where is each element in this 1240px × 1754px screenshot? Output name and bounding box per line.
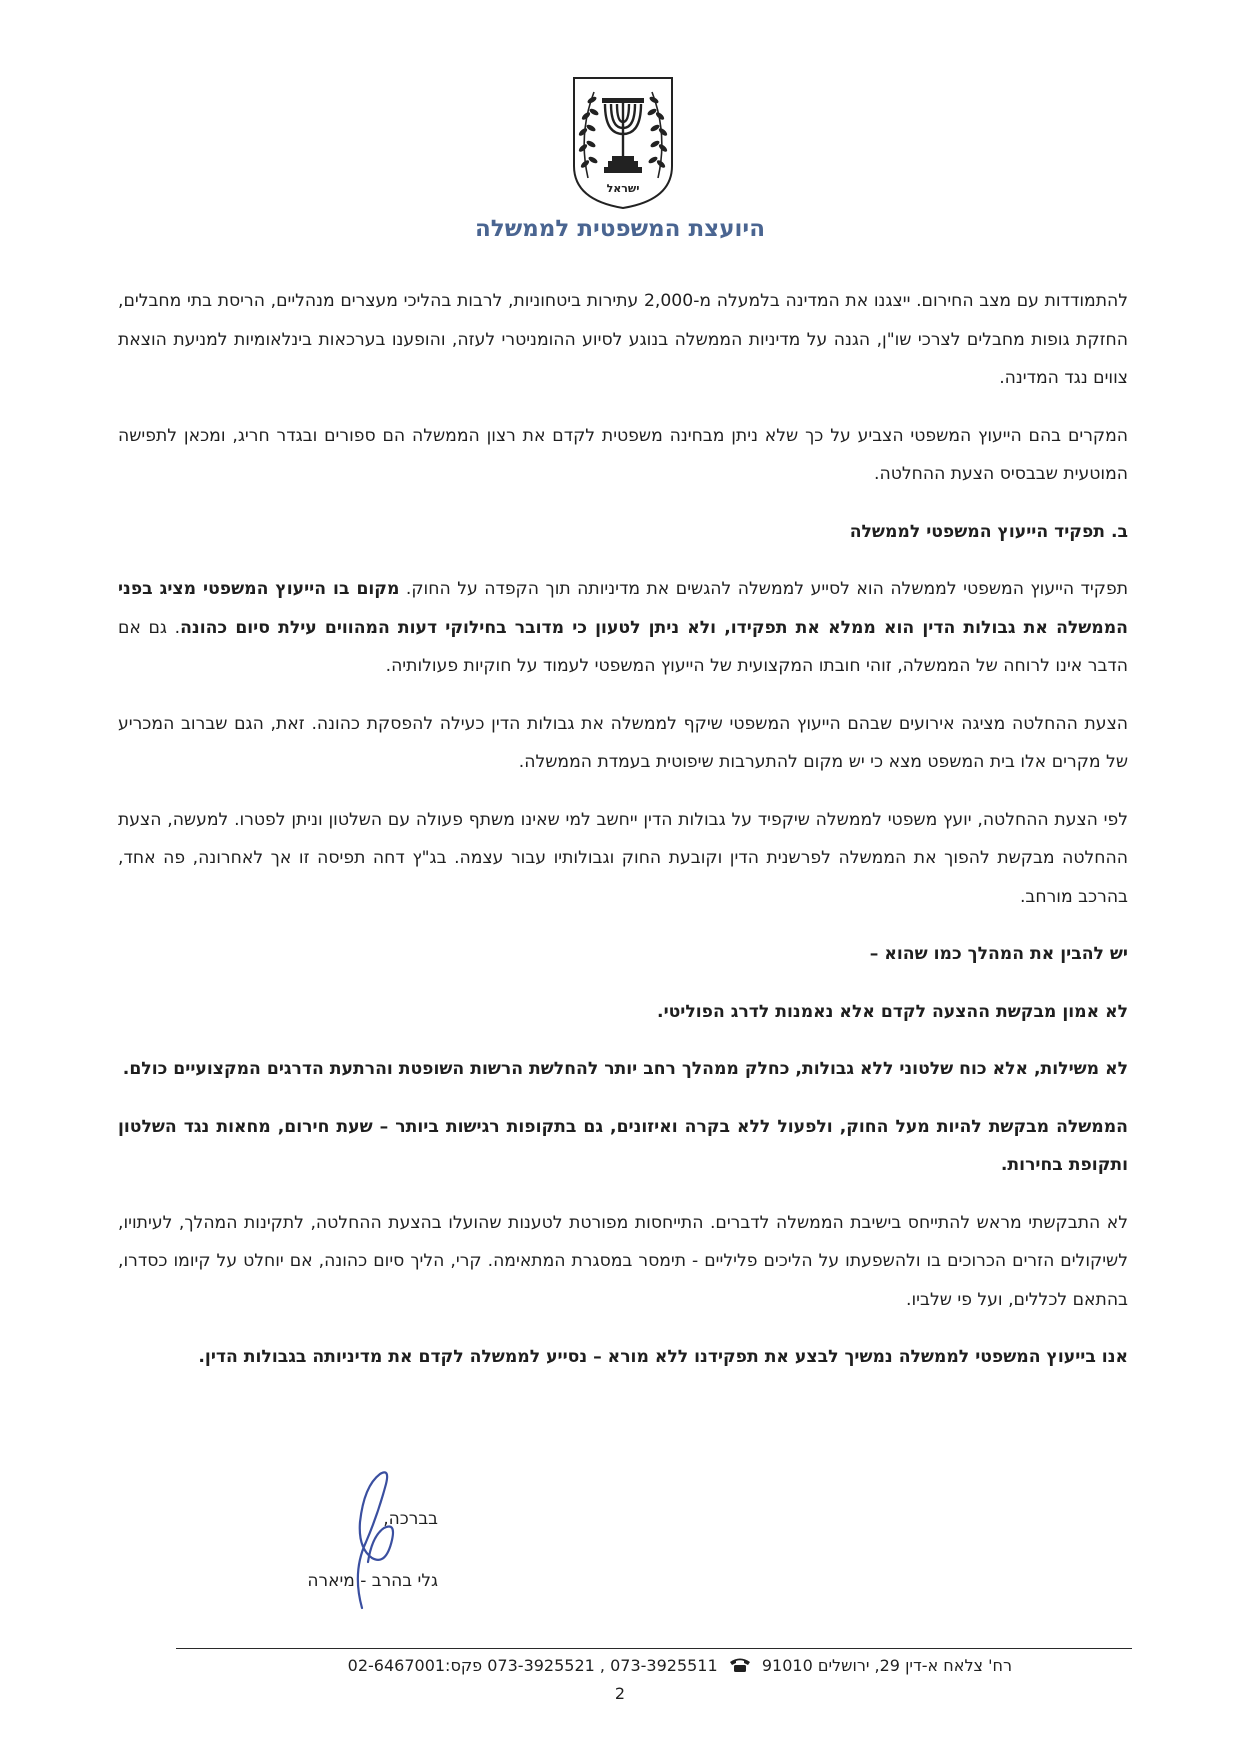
emblem-of-israel-icon [568,74,678,212]
emblem-caption: ישראל [606,182,640,195]
paragraph-1: להתמודדות עם מצב החירום. ייצגנו את המדינה בלמעלה מ-2,000 עתירות ביטחוניות, לרבות בהליכי מעצרים מנהליים, הריסת בתי מחבלים, החזקת גופות מחבלים לצרכי שו"ן, הגנה על מדיניות הממשלה בנוגע לסיוע ההומניטרי לעזה, והופענו בערכאות בינלאומיות למניעת הוצאת צווים נגד המדינה. [118,291,1128,388]
paragraph-3-bold: מקום בו הייעוץ המשפטי מציג בפני הממשלה את גבולות הדין הוא ממלא את תפקידו, ולא ניתן לטעון כי מדובר בחילוקי דעות המהווים עילת סיום כהונה [118,579,1128,638]
paragraph-3-start: תפקיד הייעוץ המשפטי לממשלה הוא לסייע לממשלה להגשים את מדיניותה תוך הקפדה על החוק. [399,579,1128,599]
page-number: 2 [614,1684,626,1703]
footer-phones: 073-3925511 , 073-3925521 פקס:02-6467001 [347,1656,718,1675]
bold-statement-2: לא אמון מבקשת ההצעה לקדם אלא נאמנות לדרג הפוליטי. [657,1001,1128,1022]
org-title: היועצת המשפטית לממשלה [474,216,765,242]
paragraph-3-end: . גם אם הדבר אינו לרוחה של הממשלה, זוהי חובתו המקצועית של הייעוץ המשפטי לעמוד על חוקיות פעולותיה. [118,617,1128,676]
footer-address: רח' צלאח א-דין 29, ירושלים 91010 [761,1656,1012,1675]
bold-statement-1: יש להבין את המהלך כמו שהוא – [869,944,1128,964]
paragraph-5: לפי הצעת ההחלטה, יועץ משפטי לממשלה שיקפיד על גבולות הדין ייחשב למי שאינו משתף פעולה עם השלטון וניתן לפטרו. למעשה, הצעת ההחלטה מבקשת להפוך את הממשלה לפרשנית הדין וקובעת החוק וגבולותיו עבור עצמה. בג"ץ דחה תפיסה זו אך לאחרונה, פה אחד, בהרכב מורחב. [118,809,1128,907]
paragraph-6: לא התבקשתי מראש להתייחס בישיבת הממשלה לדברים. התייחסות מפורטת לטענות שהועלו בהצעת ההחלטה, לתקינות המהלך, לעיתויו, לשיקולים הזרים הכרוכים בו ולהשפעתו על הליכים פליליים - תימסר במסגרת המתאימה. קרי, הליך סיום כהונה, אם יוחלט על קיומו כסדרו, בהתאם לכללים, ועל פי שלביו. [118,1212,1128,1310]
paragraph-3 [118,570,1128,686]
signature-closing: בברכה, [383,1509,438,1529]
letter-body [118,282,1128,1396]
bold-statement-3: לא משילות, אלא כוח שלטוני ללא גבולות, כחלק ממהלך רחב יותר להחלשת הרשות השופטת והרתעת הדרגים המקצועיים כולם. [122,1059,1128,1079]
footer-divider [176,1648,1132,1649]
closing-statement: אנו בייעוץ המשפטי לממשלה נמשיך לבצע את תפקידנו ללא מורא – נסייע לממשלה לקדם את מדיניותה בגבולות הדין. [198,1347,1128,1367]
section-heading-b: ב. תפקיד הייעוץ המשפטי לממשלה [849,521,1128,542]
paragraph-2: המקרים בהם הייעוץ המשפטי הצביע על כך שלא ניתן מבחינה משפטית לקדם את רצון הממשלה הם ספורים ובגדר חריג, ומכאן לתפישה המוטעית שבבסיס הצעת ההחלטה. [118,425,1128,484]
telephone-icon [729,1657,751,1673]
bold-statement-4: הממשלה מבקשת להיות מעל החוק, ולפעול ללא בקרה ואיזונים, גם בתקופות רגישות ביותר – שעת חירום, מחאות נגד השלטון ותקופת בחירות. [118,1116,1128,1175]
paragraph-4: הצעת ההחלטה מציגה אירועים שבהם הייעוץ המשפטי שיקף לממשלה את גבולות הדין כעילה להפסקת כהונה. זאת, הגם שברוב המכריע של מקרים אלו בית המשפט מצא כי יש מקום להתערבות שיפוטית בעמדת הממשלה. [118,713,1128,772]
footer-contact [176,1654,1012,1678]
signature-block [138,1488,438,1612]
signatory-name: גלי בהרב - מיארה [307,1571,438,1591]
